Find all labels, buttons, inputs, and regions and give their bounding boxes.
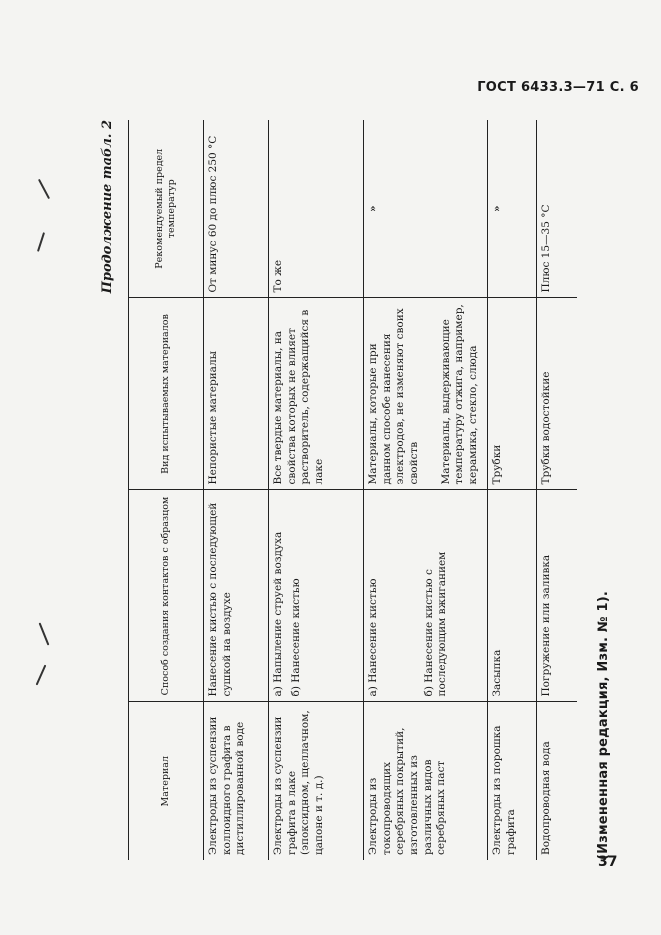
col-header-material: Материал bbox=[129, 702, 204, 860]
cell-temperature: От минус 60 до плюс 250 °С bbox=[207, 135, 219, 293]
table-row bbox=[488, 120, 537, 860]
cell-method bbox=[269, 490, 364, 702]
cell-temperature: То же bbox=[269, 120, 364, 298]
method-a: а) Нанесение кистью bbox=[367, 578, 379, 697]
materials-a: Трубки водостойкие bbox=[540, 371, 553, 485]
table-continuation-caption: Продолжение табл. 2 bbox=[100, 120, 115, 294]
margin-mark bbox=[39, 622, 50, 645]
cell-material: Электроды из токопроводящих серебряных покрытий, изготовленных из различных видов серебряных паст bbox=[364, 702, 488, 860]
table-row bbox=[204, 120, 269, 860]
materials-a: Непористые материалы bbox=[207, 351, 219, 485]
ditto-mark: » bbox=[491, 205, 504, 213]
cell-method bbox=[364, 490, 488, 702]
materials-a: Трубки bbox=[491, 444, 504, 485]
method-b: б) Нанесение кистью bbox=[289, 578, 302, 697]
materials-a: Все твердые материалы, на свойства которых не влияет растворитель, содержащийся в лаке bbox=[272, 309, 325, 485]
method-a: а) Напыление струей воздуха bbox=[272, 531, 284, 697]
rotated-table-block bbox=[100, 120, 630, 860]
margin-mark bbox=[38, 179, 50, 199]
page-number: 37 bbox=[598, 854, 618, 870]
table-row bbox=[269, 120, 364, 860]
cell-method bbox=[488, 490, 537, 702]
table-row bbox=[364, 120, 488, 860]
cell-materials bbox=[537, 298, 578, 490]
table-header-row bbox=[129, 120, 204, 860]
cell-materials bbox=[269, 298, 364, 490]
cell-temperature: Плюс 15—35 °С bbox=[537, 120, 578, 298]
page-header: ГОСТ 6433.3—71 С. 6 bbox=[477, 80, 639, 95]
materials-b: Материалы, выдерживающие температуру отжига, например, керамика, стекло, слюда bbox=[439, 304, 479, 485]
ditto-mark: » bbox=[367, 205, 379, 213]
materials-a: Материалы, которые при данном способе нанесения электродов, не изменяют своих свойств bbox=[367, 308, 420, 485]
cell-material: Электроды из суспензии графита в лаке (эпоксидном, щеллачном, цапоне и т. д.) bbox=[269, 702, 364, 860]
method-b: б) Нанесение кистью с последующим вжиганием bbox=[422, 551, 449, 697]
cell-method bbox=[204, 490, 269, 702]
cell-materials bbox=[488, 298, 537, 490]
method-a: Погружение или заливка bbox=[540, 554, 553, 697]
table-row bbox=[537, 120, 578, 860]
margin-mark bbox=[36, 665, 47, 686]
cell-temperature bbox=[364, 120, 488, 298]
method-a: Нанесение кистью с последующей сушкой на воздухе bbox=[207, 502, 233, 697]
cell-method bbox=[537, 490, 578, 702]
amendment-note: (Измененная редакция, Изм. № 1). bbox=[596, 590, 611, 860]
cell-material: Электроды из порошка графита bbox=[488, 702, 537, 860]
cell-materials bbox=[364, 298, 488, 490]
data-table bbox=[128, 120, 577, 860]
margin-mark bbox=[37, 232, 45, 252]
cell-temperature bbox=[488, 120, 537, 298]
col-header-method: Способ создания контактов с образцом bbox=[129, 490, 204, 702]
col-header-temperature: Рекомендуемый предел температур bbox=[129, 120, 204, 298]
col-header-materials: Вид испытываемых материалов bbox=[129, 298, 204, 490]
cell-material: Электроды из суспензии коллоидного графита в дистиллированной воде bbox=[204, 702, 269, 860]
cell-material: Водопроводная вода bbox=[537, 702, 578, 860]
cell-materials bbox=[204, 298, 269, 490]
method-a: Засыпка bbox=[491, 649, 504, 697]
